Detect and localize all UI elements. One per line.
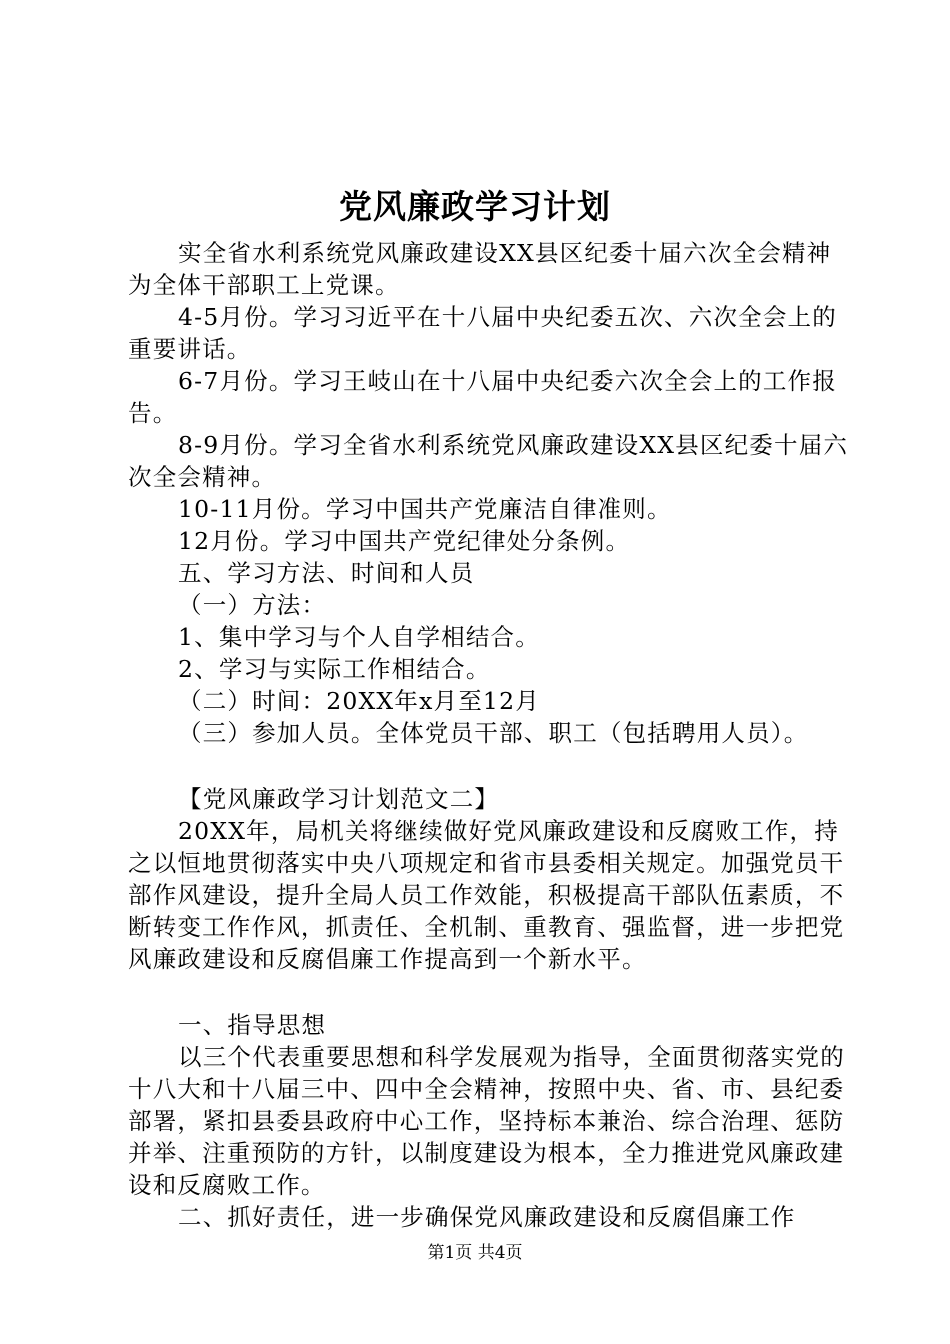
spacer <box>128 749 852 783</box>
subsection-heading: （三）参加人员。全体党员干部、职工（包括聘用人员）。 <box>178 719 809 747</box>
spacer <box>128 975 852 1009</box>
subsection-heading: （一）方法： <box>178 591 327 619</box>
paragraph: 8-9月份。学习全省水利系统党风廉政建设XX县区纪委十届六次全会精神。 <box>128 431 849 491</box>
paragraph: 6-7月份。学习王岐山在十八届中央纪委六次全会上的工作报告。 <box>128 367 837 427</box>
document-title: 党风廉政学习计划 <box>339 187 611 226</box>
subsection-heading: （二）时间：20XX年x月至12月 <box>178 687 540 715</box>
paragraph: 12月份。学习中国共产党纪律处分条例。 <box>178 527 631 555</box>
paragraph: 10-11月份。学习中国共产党廉洁自律准则。 <box>178 495 672 523</box>
section-heading: 二、抓好责任，进一步确保党风廉政建设和反腐倡廉工作 <box>178 1203 796 1231</box>
list-item: 2、学习与实际工作相结合。 <box>178 655 491 683</box>
section-heading: 一、指导思想 <box>178 1011 327 1039</box>
paragraph: 20XX年，局机关将继续做好党风廉政建设和反腐败工作，持之以恒地贯彻落实中央八项规定和省市县委相关规定。加强党员干部作风建设，提升全局人员工作效能，积极提高干部队伍素质，不断转变工作作风，抓责任、全机制、重教育、强监督，进一步把党风廉政建设和反腐倡廉工作提高到一个新水平。 <box>128 817 845 973</box>
list-item: 1、集中学习与个人自学相结合。 <box>178 623 540 651</box>
document-body <box>128 237 852 1233</box>
paragraph: 以三个代表重要思想和科学发展观为指导，全面贯彻落实党的十八大和十八届三中、四中全会精神，按照中央、省、市、县纪委部署，紧扣县委县政府中心工作，坚持标本兼治、综合治理、惩防并举、注重预防的方针，以制度建设为根本，全力推进党风廉政建设和反腐败工作。 <box>128 1043 845 1199</box>
paragraph: 实全省水利系统党风廉政建设XX县区纪委十届六次全会精神为全体干部职工上党课。 <box>128 239 832 299</box>
section-title: 【党风廉政学习计划范文二】 <box>178 785 500 813</box>
page-footer: 第1页 共4页 <box>427 1243 523 1263</box>
section-heading: 五、学习方法、时间和人员 <box>178 559 475 587</box>
paragraph: 4-5月份。学习习近平在十八届中央纪委五次、六次全会上的重要讲话。 <box>128 303 837 363</box>
